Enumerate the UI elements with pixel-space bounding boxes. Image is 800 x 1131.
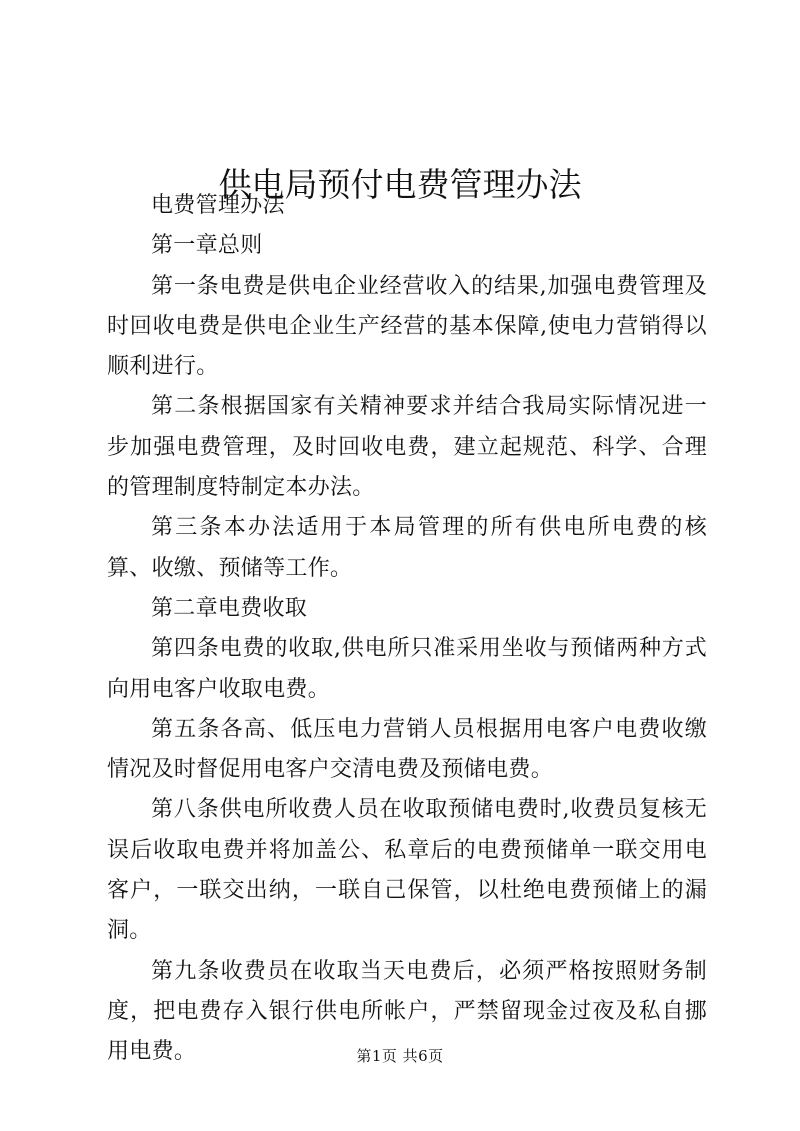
paragraph: 第八条供电所收费人员在收取预储电费时,收费员复核无误后收取电费并将加盖公、私章后的电费预储单一联交用电客户，一联交出纳，一联自己保管，以杜绝电费预储上的漏洞。	[107, 797, 707, 944]
chapter-heading: 第二章电费收取	[151, 595, 308, 621]
paragraph: 第九条收费员在收取当天电费后，必须严格按照财务制度，把电费存入银行供电所帐户，严禁留现金过夜及私自挪用电费。	[107, 958, 707, 1065]
paragraph: 第三条本办法适用于本局管理的所有供电所电费的核算、收缴、预储等工作。	[107, 515, 707, 581]
paragraph: 第二条根据国家有关精神要求并结合我局实际情况进一步加强电费管理，及时回收电费，建立起规范、科学、合理的管理制度特制定本办法。	[107, 394, 707, 501]
paragraph: 第五条各高、低压电力营销人员根据用电客户电费收缴情况及时督促用电客户交清电费及预储电费。	[107, 716, 707, 783]
paragraph: 电费管理办法	[151, 193, 285, 218]
paragraph: 第一条电费是供电企业经营收入的结果,加强电费管理及时回收电费是供电企业生产经营的基本保障,使电力营销得以顺利进行。	[107, 273, 707, 380]
chapter-heading: 第一章总则	[151, 233, 263, 259]
document-title: 供电局预付电费管理办法	[218, 165, 582, 205]
document-body	[107, 186, 707, 1073]
paragraph: 第四条电费的收取,供电所只准采用坐收与预储两种方式向用电客户收取电费。	[107, 636, 707, 702]
page-number-footer: 第1页 共6页	[356, 1047, 444, 1065]
